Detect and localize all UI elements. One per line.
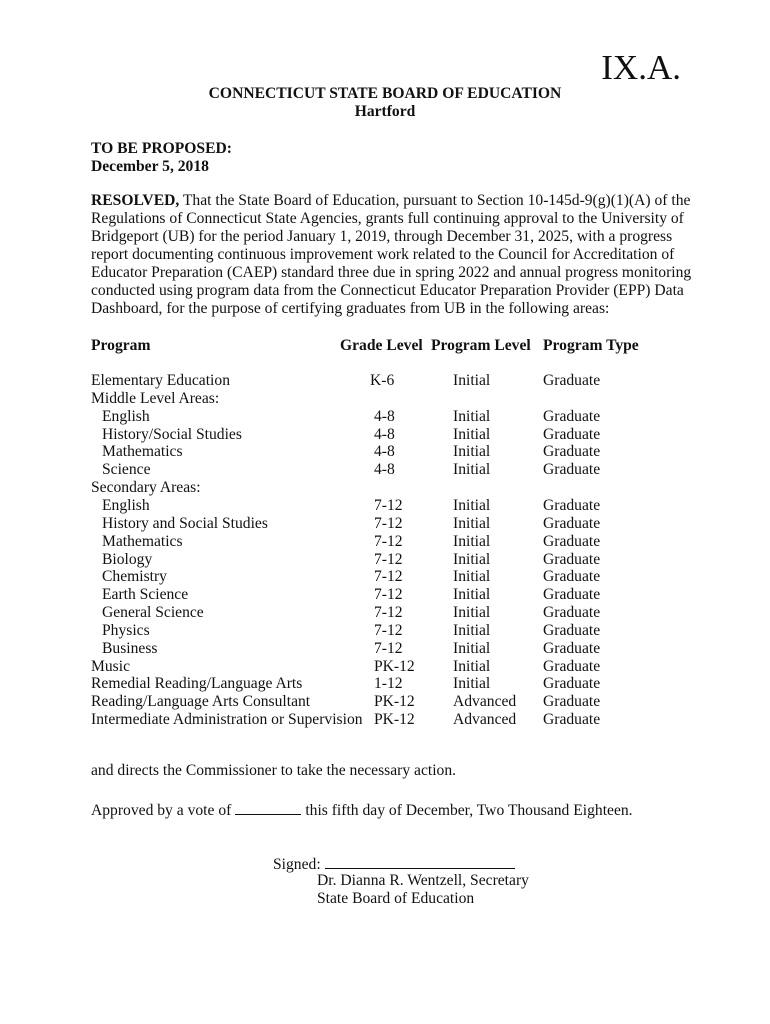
grade-level-cell: 7-12 [374, 586, 403, 604]
program-cell: Biology [102, 550, 153, 568]
grade-level-cell: 7-12 [374, 604, 403, 622]
program-cell: Middle Level Areas: [91, 389, 220, 407]
grade-level-cell: 7-12 [374, 514, 403, 532]
program-cell: English [102, 407, 150, 425]
signer-organization: State Board of Education [317, 890, 475, 907]
program-cell: English [102, 496, 150, 514]
program-type-cell: Graduate [543, 657, 601, 675]
grade-level-cell: 7-12 [374, 550, 403, 568]
table-row [0, 426, 770, 444]
table-row [0, 551, 770, 569]
program-type-cell: Graduate [543, 514, 601, 532]
table-row [0, 479, 770, 497]
program-cell: General Science [102, 604, 204, 622]
table-row [0, 390, 770, 408]
grade-level-cell: 7-12 [374, 639, 403, 657]
grade-level-cell: PK-12 [374, 657, 415, 675]
program-cell: Music [91, 657, 130, 675]
header-program-type: Program Type [543, 337, 639, 354]
board-city: Hartford [354, 103, 416, 120]
grade-level-cell: 7-12 [374, 568, 403, 586]
signature-blank-line [325, 854, 515, 869]
program-level-cell: Initial [453, 407, 491, 425]
table-row [0, 461, 770, 479]
program-type-cell: Graduate [543, 532, 601, 550]
table-row [0, 586, 770, 604]
resolution-line: Bridgeport (UB) for the period January 1, 2019, through December 31, 2025, with a progress [91, 228, 673, 245]
program-type-cell: Graduate [543, 693, 601, 711]
grade-level-cell: 4-8 [374, 461, 395, 479]
program-cell: History/Social Studies [102, 425, 242, 443]
table-row [0, 658, 770, 676]
program-cell: Reading/Language Arts Consultant [91, 693, 311, 711]
program-type-cell: Graduate [543, 443, 601, 461]
proposal-date: December 5, 2018 [91, 158, 209, 175]
resolution-paragraph [91, 192, 691, 318]
program-level-cell: Initial [453, 604, 491, 622]
grade-level-cell: 7-12 [374, 496, 403, 514]
header-program: Program [91, 337, 151, 354]
program-type-cell: Graduate [543, 425, 601, 443]
resolution-line: Regulations of Connecticut State Agencies, grants full continuing approval to the University of [91, 210, 684, 227]
table-row [0, 711, 770, 729]
resolved-label: RESOLVED, [91, 192, 180, 209]
program-type-cell: Graduate [543, 604, 601, 622]
grade-level-cell: K-6 [370, 372, 395, 389]
program-type-cell: Graduate [543, 675, 601, 693]
table-row [0, 640, 770, 658]
resolution-line: conducted using program data from the Connecticut Educator Preparation Provider (EPP) Data [91, 282, 684, 299]
program-type-cell: Graduate [543, 372, 601, 389]
program-cell: History and Social Studies [102, 514, 268, 532]
program-level-cell: Initial [453, 461, 491, 479]
program-cell: Earth Science [102, 586, 189, 604]
table-row [0, 604, 770, 622]
approval-suffix: this fifth day of December, Two Thousand Eighteen. [305, 802, 633, 819]
table-row [0, 568, 770, 586]
program-level-cell: Initial [453, 550, 491, 568]
resolution-line [91, 192, 691, 210]
program-cell: Secondary Areas: [91, 479, 201, 497]
grade-level-cell: 7-12 [374, 621, 403, 639]
program-type-cell: Graduate [543, 586, 601, 604]
program-level-cell: Initial [453, 425, 491, 443]
table-row [0, 693, 770, 711]
table-row [0, 372, 770, 390]
grade-level-cell: 4-8 [374, 425, 395, 443]
resolution-line: Educator Preparation (CAEP) standard three due in spring 2022 and annual progress monitoring [91, 264, 692, 281]
table-row [0, 408, 770, 426]
program-cell: Remedial Reading/Language Arts [91, 675, 303, 693]
table-row [0, 533, 770, 551]
program-level-cell: Initial [453, 675, 491, 693]
grade-level-cell: PK-12 [374, 693, 415, 711]
program-type-cell: Graduate [543, 461, 601, 479]
program-level-cell: Initial [453, 514, 491, 532]
program-level-cell: Initial [453, 586, 491, 604]
program-type-cell: Graduate [543, 568, 601, 586]
program-level-cell: Advanced [453, 693, 517, 711]
header-grade-level: Grade Level [340, 337, 423, 354]
program-cell: Elementary Education [91, 372, 230, 389]
table-row [0, 443, 770, 461]
grade-level-cell: PK-12 [374, 711, 415, 729]
header-program-level: Program Level [431, 337, 531, 354]
program-cell: Intermediate Administration or Supervision [91, 711, 363, 729]
program-type-cell: Graduate [543, 550, 601, 568]
program-type-cell: Graduate [543, 621, 601, 639]
resolution-line: Dashboard, for the purpose of certifying graduates from UB in the following areas: [91, 300, 610, 317]
proposal-status: TO BE PROPOSED: [91, 140, 232, 157]
program-level-cell: Initial [453, 443, 491, 461]
program-cell: Physics [102, 621, 150, 639]
grade-level-cell: 4-8 [374, 443, 395, 461]
program-type-cell: Graduate [543, 407, 601, 425]
resolution-line: report documenting continuous improvement work related to the Council for Accreditation of [91, 246, 675, 263]
table-row [0, 622, 770, 640]
program-level-cell: Initial [453, 496, 491, 514]
vote-blank-line [235, 800, 301, 815]
table-row [0, 675, 770, 693]
signature-line [273, 854, 515, 874]
program-cell: Business [102, 639, 158, 657]
program-type-cell: Graduate [543, 711, 601, 729]
program-level-cell: Initial [453, 657, 491, 675]
program-cell: Chemistry [102, 568, 167, 586]
program-type-cell: Graduate [543, 496, 601, 514]
program-level-cell: Initial [453, 621, 491, 639]
grade-level-cell: 7-12 [374, 532, 403, 550]
signed-label: Signed: [273, 856, 321, 873]
program-level-cell: Initial [453, 532, 491, 550]
program-type-cell: Graduate [543, 639, 601, 657]
approval-prefix: Approved by a vote of [91, 802, 232, 819]
signer-name: Dr. Dianna R. Wentzell, Secretary [317, 872, 529, 889]
table-row [0, 515, 770, 533]
directs-statement: and directs the Commissioner to take the necessary action. [91, 762, 457, 779]
program-level-cell: Initial [453, 372, 491, 389]
program-level-cell: Initial [453, 639, 491, 657]
program-cell: Science [102, 461, 151, 479]
approval-statement [91, 800, 633, 820]
program-level-cell: Initial [453, 568, 491, 586]
program-cell: Mathematics [102, 532, 183, 550]
grade-level-cell: 4-8 [374, 407, 395, 425]
program-cell: Mathematics [102, 443, 183, 461]
grade-level-cell: 1-12 [374, 675, 403, 693]
agenda-item-number: IX.A. [601, 48, 681, 87]
program-level-cell: Advanced [453, 711, 517, 729]
table-row [0, 497, 770, 515]
resolution-text: That the State Board of Education, pursuant to Section 10-145d-9(g)(1)(A) of the [179, 192, 691, 209]
board-title: CONNECTICUT STATE BOARD OF EDUCATION [208, 85, 562, 102]
